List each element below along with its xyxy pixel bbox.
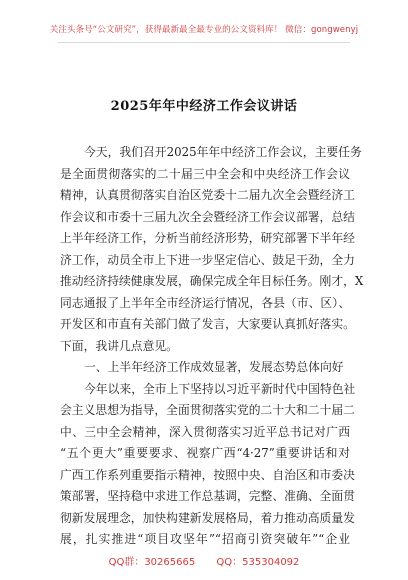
body-line: 中、三中全会精神，深入贯彻落实习近平总书记对广西 (60, 424, 350, 439)
body-line: 上半年经济工作，分析当前经济形势，研究部署下半年经 (60, 231, 355, 245)
header-divider (58, 42, 350, 43)
body-line: 会主义思想为指导，全面贯彻落实党的二十大和二十届二 (60, 403, 355, 417)
body-line: 同志通报了上半年全市经济运行情况，各县（市、区）、 (60, 295, 350, 310)
footer-qq-group: QQ群：30265665 (108, 557, 196, 568)
body-line: 开发区和市直有关部门做了发言，大家要认真抓好落实。 (60, 317, 355, 331)
body-line: 策部署，坚持稳中求进工作总基调，完整、准确、全面贯 (60, 489, 355, 503)
section-heading: 一、上半年经济工作成效显著，发展态势总体向好 (84, 360, 344, 374)
body-line: 作会议和市委十三届九次全会暨经济工作会议部署，总结 (60, 209, 355, 224)
document-title: 2025年年中经济工作会议讲话 (110, 99, 298, 114)
body-line: 广西工作系列重要指示精神，按照中央、自治区和市委决 (60, 467, 355, 482)
body-line: 精神，认真贯彻落实自治区党委十二届九次全会暨经济工 (60, 188, 355, 202)
body-line: “五个更大”重要要求、视察广西“4·27”重要讲话和对 (60, 446, 350, 460)
body-line: 展，扎实推进“项目攻坚年”“招商引资突破年”“企业 (60, 532, 350, 546)
body-line: 今天，我们召开2025年年中经济工作会议，主要任务 (84, 145, 362, 159)
body-line: 济工作，动员全市上下进一步坚定信心、鼓足干劲，全力 (60, 252, 355, 267)
body-line: 今年以来，全市上下坚持以习近平新时代中国特色社 (84, 381, 356, 396)
body-line: 下面，我讲几点意见。 (60, 338, 178, 353)
body-line: 推动经济持续健康发展，确保完成全年目标任务。刚才，X (60, 274, 364, 288)
header-promo-note: 关注头条号“公文研究”，获得最新最全最专业的公文资料库！ 微信：gongwenyj (49, 25, 359, 35)
body-line: 彻新发展理念，加快构建新发展格局，着力推动高质量发 (60, 510, 355, 525)
body-line: 是全面贯彻落实的二十届三中全会和中央经济工作会议 (60, 166, 350, 181)
footer-qq: QQ：535304092 (216, 557, 300, 568)
document-body (60, 142, 364, 551)
footer-contact (0, 553, 408, 568)
